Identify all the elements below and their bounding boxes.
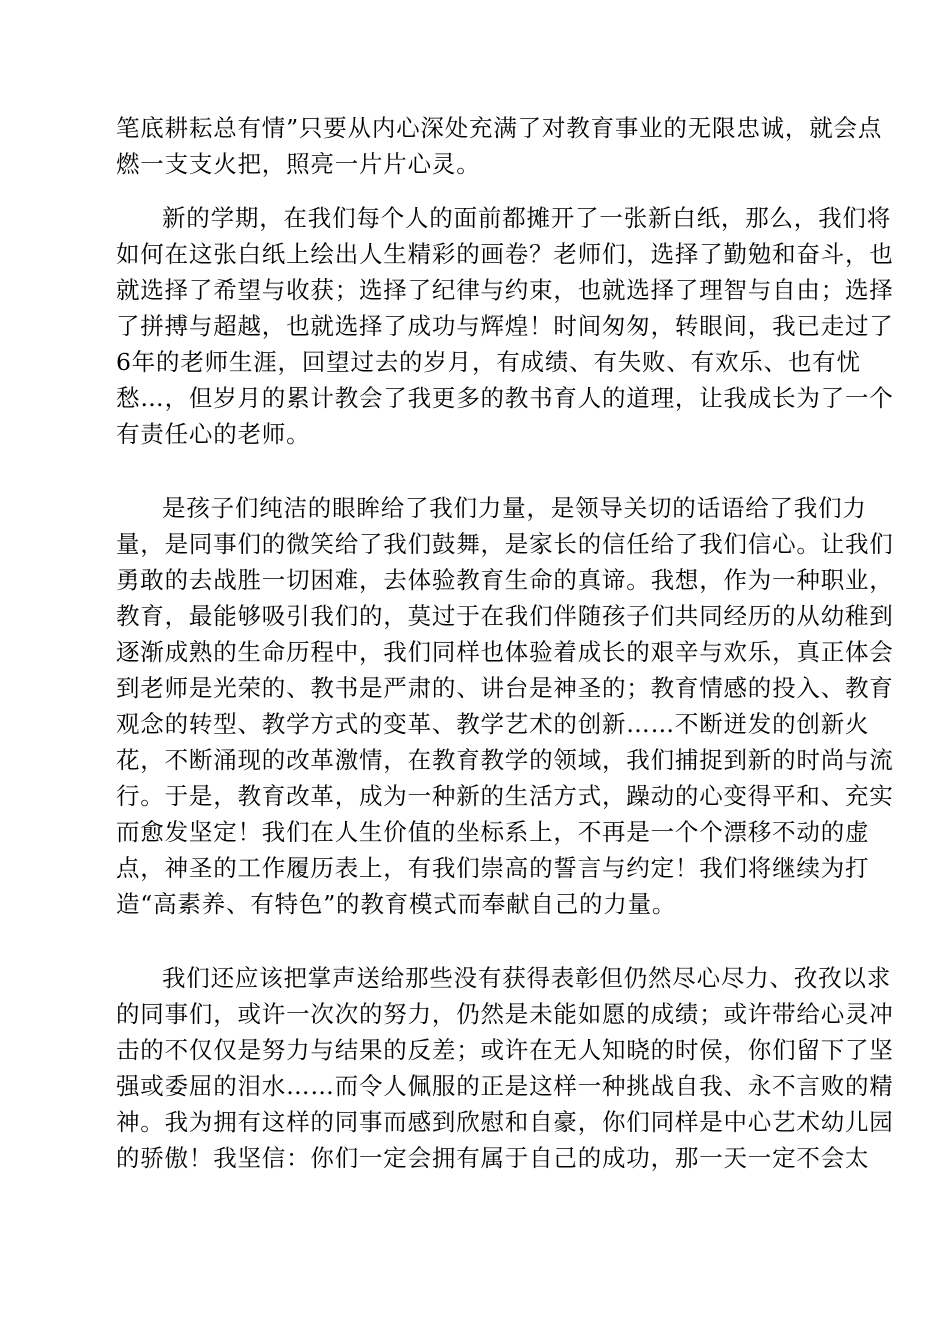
paragraph-1-line-2: 燃一支支火把，照亮一片片心灵。 [116, 150, 481, 178]
paragraph-2-line-3: 就选择了希望与收获；选择了纪律与约束，也就选择了理智与自由；选择 [116, 276, 894, 304]
paragraph-3-line-11: 点，神圣的工作履历表上，有我们崇高的誓言与约定！我们将继续为打 [116, 854, 870, 882]
paragraph-1-line-1: 笔底耕耘总有情”只要从内心深处充满了对教育事业的无限忠诚，就会点 [116, 114, 883, 142]
paragraph-3-line-12: 造“高素养、有特色”的教育模式而奉献自己的力量。 [116, 890, 677, 918]
paragraph-3-line-3: 勇敢的去战胜一切困难，去体验教育生命的真谛。我想，作为一种职业， [116, 566, 894, 594]
paragraph-3-line-6: 到老师是光荣的、教书是严肃的、讲台是神圣的；教育情感的投入、教育 [116, 674, 894, 702]
paragraph-3-line-9: 行。于是，教育改革，成为一种新的生活方式，躁动的心变得平和、充实 [116, 782, 894, 810]
paragraph-3-line-7: 观念的转型、教学方式的变革、教学艺术的创新……不断迸发的创新火 [116, 710, 870, 738]
paragraph-4-line-1: 我们还应该把掌声送给那些没有获得表彰但仍然尽心尽力、孜孜以求 [162, 964, 891, 992]
paragraph-3-line-4: 教育，最能够吸引我们的，莫过于在我们伴随孩子们共同经历的从幼稚到 [116, 602, 894, 630]
paragraph-4-line-3: 击的不仅仅是努力与结果的反差；或许在无人知晓的时侯，你们留下了坚 [116, 1036, 894, 1064]
paragraph-4-line-4: 强或委屈的泪水……而令人佩服的正是这样一种挑战自我、永不言败的精 [116, 1072, 894, 1100]
paragraph-2-line-2: 如何在这张白纸上绘出人生精彩的画卷？老师们，选择了勤勉和奋斗，也 [116, 240, 894, 268]
paragraph-2-line-7: 有责任心的老师。 [116, 420, 311, 448]
paragraph-2-line-6: 愁…，但岁月的累计教会了我更多的教书育人的道理，让我成长为了一个 [116, 384, 894, 412]
paragraph-4-line-6: 的骄傲！我坚信：你们一定会拥有属于自己的成功，那一天一定不会太 [116, 1144, 870, 1172]
paragraph-3-line-2: 量，是同事们的微笑给了我们鼓舞，是家长的信任给了我们信心。让我们 [116, 530, 894, 558]
paragraph-4-line-2: 的同事们，或许一次次的努力，仍然是未能如愿的成绩；或许带给心灵冲 [116, 1000, 894, 1028]
paragraph-2-line-1: 新的学期，在我们每个人的面前都摊开了一张新白纸，那么，我们将 [162, 204, 891, 232]
paragraph-3-line-8: 花，不断涌现的改革激情，在教育教学的领域，我们捕捉到新的时尚与流 [116, 746, 894, 774]
paragraph-3-line-5: 逐渐成熟的生命历程中，我们同样也体验着成长的艰辛与欢乐，真正体会 [116, 638, 894, 666]
paragraph-4-line-5: 神。我为拥有这样的同事而感到欣慰和自豪，你们同样是中心艺术幼儿园 [116, 1108, 894, 1136]
paragraph-2-line-5: 6年的老师生涯，回望过去的岁月，有成绩、有失败、有欢乐、也有忧 [116, 348, 861, 376]
paragraph-3-line-10: 而愈发坚定！我们在人生价值的坐标系上，不再是一个个漂移不动的虚 [116, 818, 870, 846]
paragraph-2-line-4: 了拼搏与超越，也就选择了成功与辉煌！时间匆匆，转眼间，我已走过了 [116, 312, 894, 340]
paragraph-3-line-1: 是孩子们纯洁的眼眸给了我们力量，是领导关切的话语给了我们力 [162, 494, 867, 522]
